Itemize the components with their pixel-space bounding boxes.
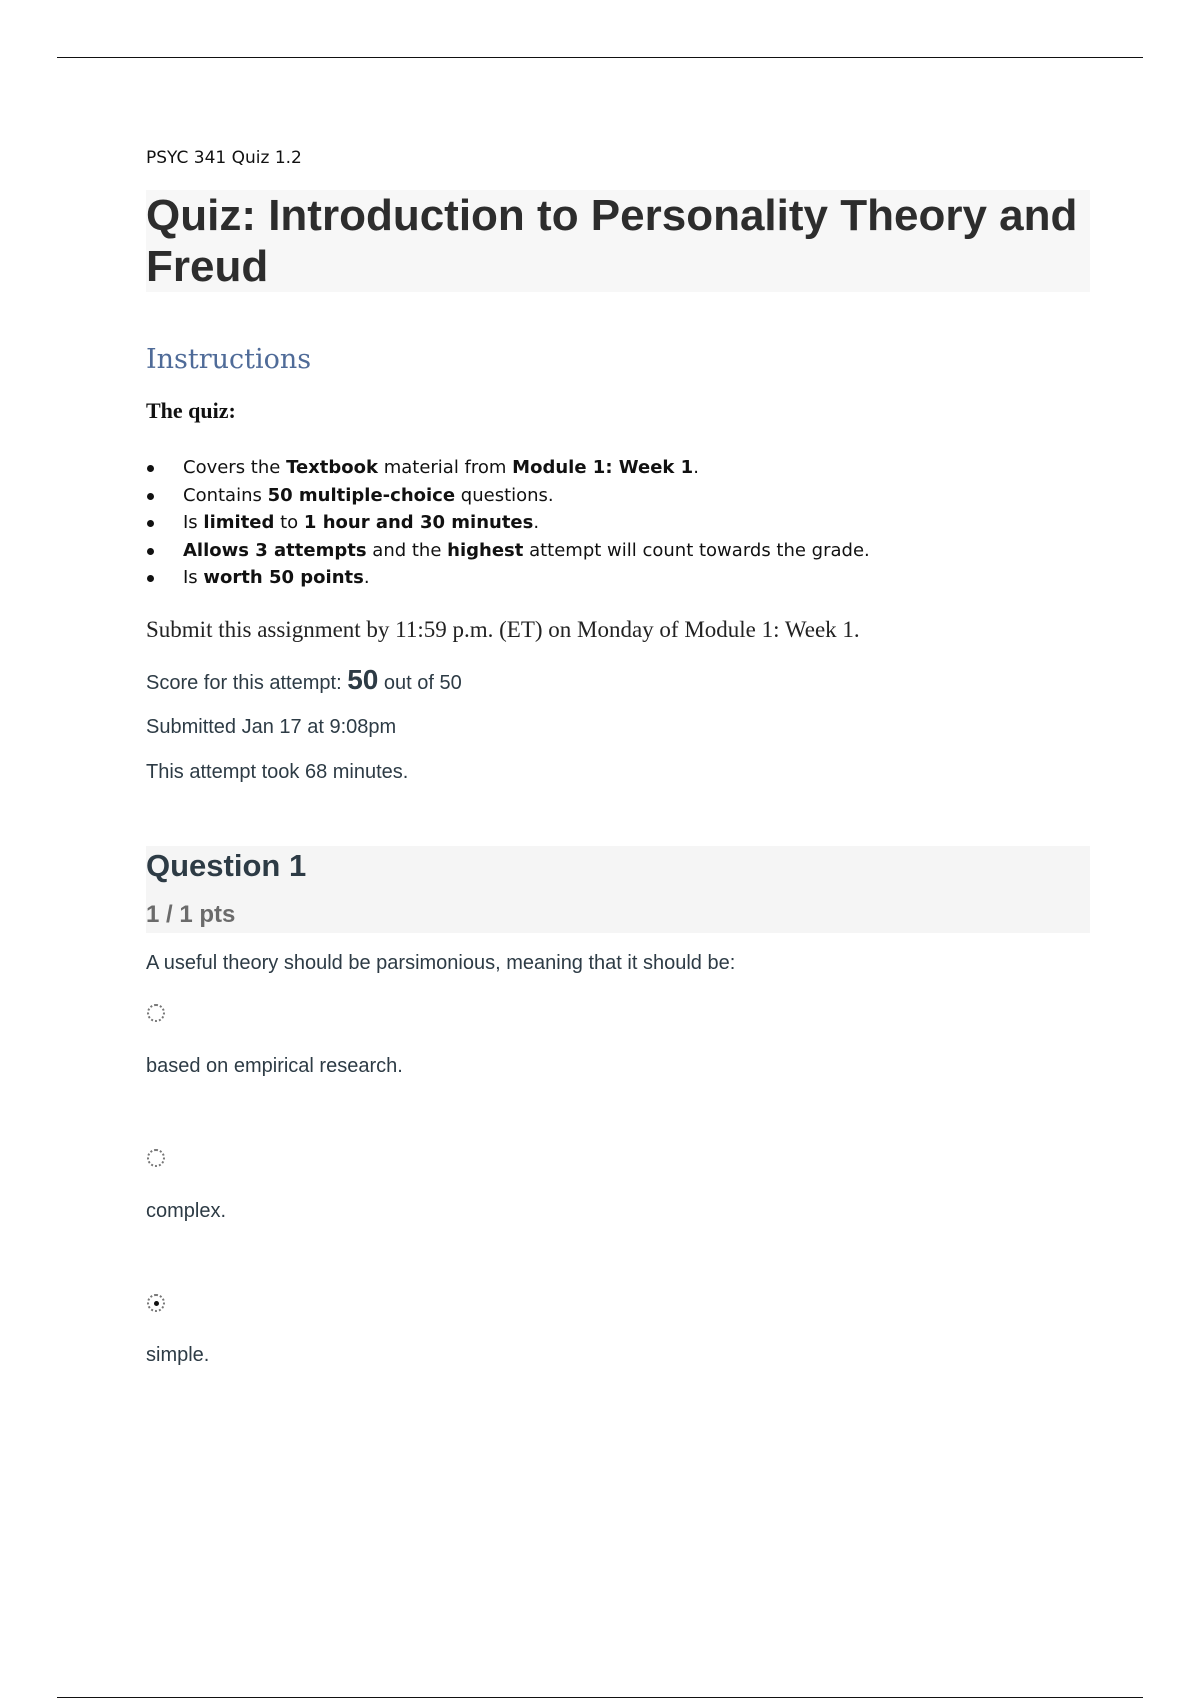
question-text: A useful theory should be parsimonious, meaning that it should be:	[146, 952, 736, 974]
instructions-heading: Instructions	[146, 344, 312, 375]
attempt-duration: This attempt took 68 minutes.	[146, 761, 409, 783]
bullet-icon	[147, 465, 154, 472]
list-item: Is limited to 1 hour and 30 minutes.	[146, 509, 870, 537]
answer-radio-2[interactable]	[147, 1149, 165, 1167]
answer-label-3: simple.	[146, 1344, 210, 1366]
score-value: 50	[347, 664, 379, 695]
question-title: Question 1	[146, 848, 307, 883]
quiz-label: The quiz:	[146, 398, 236, 423]
answer-radio-1[interactable]	[147, 1004, 165, 1022]
question-points: 1 / 1 pts	[146, 901, 236, 928]
answer-label-1: based on empirical research.	[146, 1055, 403, 1077]
submit-deadline: Submit this assignment by 11:59 p.m. (ET) on Monday of Module 1: Week 1.	[146, 617, 860, 642]
bottom-rule	[57, 1697, 1143, 1698]
title-box	[146, 190, 1090, 292]
answer-label-2: complex.	[146, 1200, 227, 1222]
answer-radio-3[interactable]	[147, 1294, 165, 1312]
list-item: Covers the Textbook material from Module 1: Week 1.	[146, 454, 870, 482]
top-rule	[57, 57, 1143, 58]
bullet-icon	[147, 575, 154, 582]
document-label: PSYC 341 Quiz 1.2	[146, 148, 302, 168]
list-item: Is worth 50 points.	[146, 564, 870, 592]
bullet-icon	[147, 493, 154, 500]
question-header	[146, 846, 1090, 933]
bullet-icon	[147, 548, 154, 555]
attempt-score: Score for this attempt: 50 out of 50	[146, 664, 462, 695]
bullet-icon	[147, 520, 154, 527]
list-item: Allows 3 attempts and the highest attempt will count towards the grade.	[146, 537, 870, 565]
instructions-list	[146, 454, 870, 592]
page-title: Quiz: Introduction to Personality Theory and Freud	[146, 191, 1078, 291]
list-item: Contains 50 multiple-choice questions.	[146, 482, 870, 510]
submitted-time: Submitted Jan 17 at 9:08pm	[146, 716, 397, 738]
